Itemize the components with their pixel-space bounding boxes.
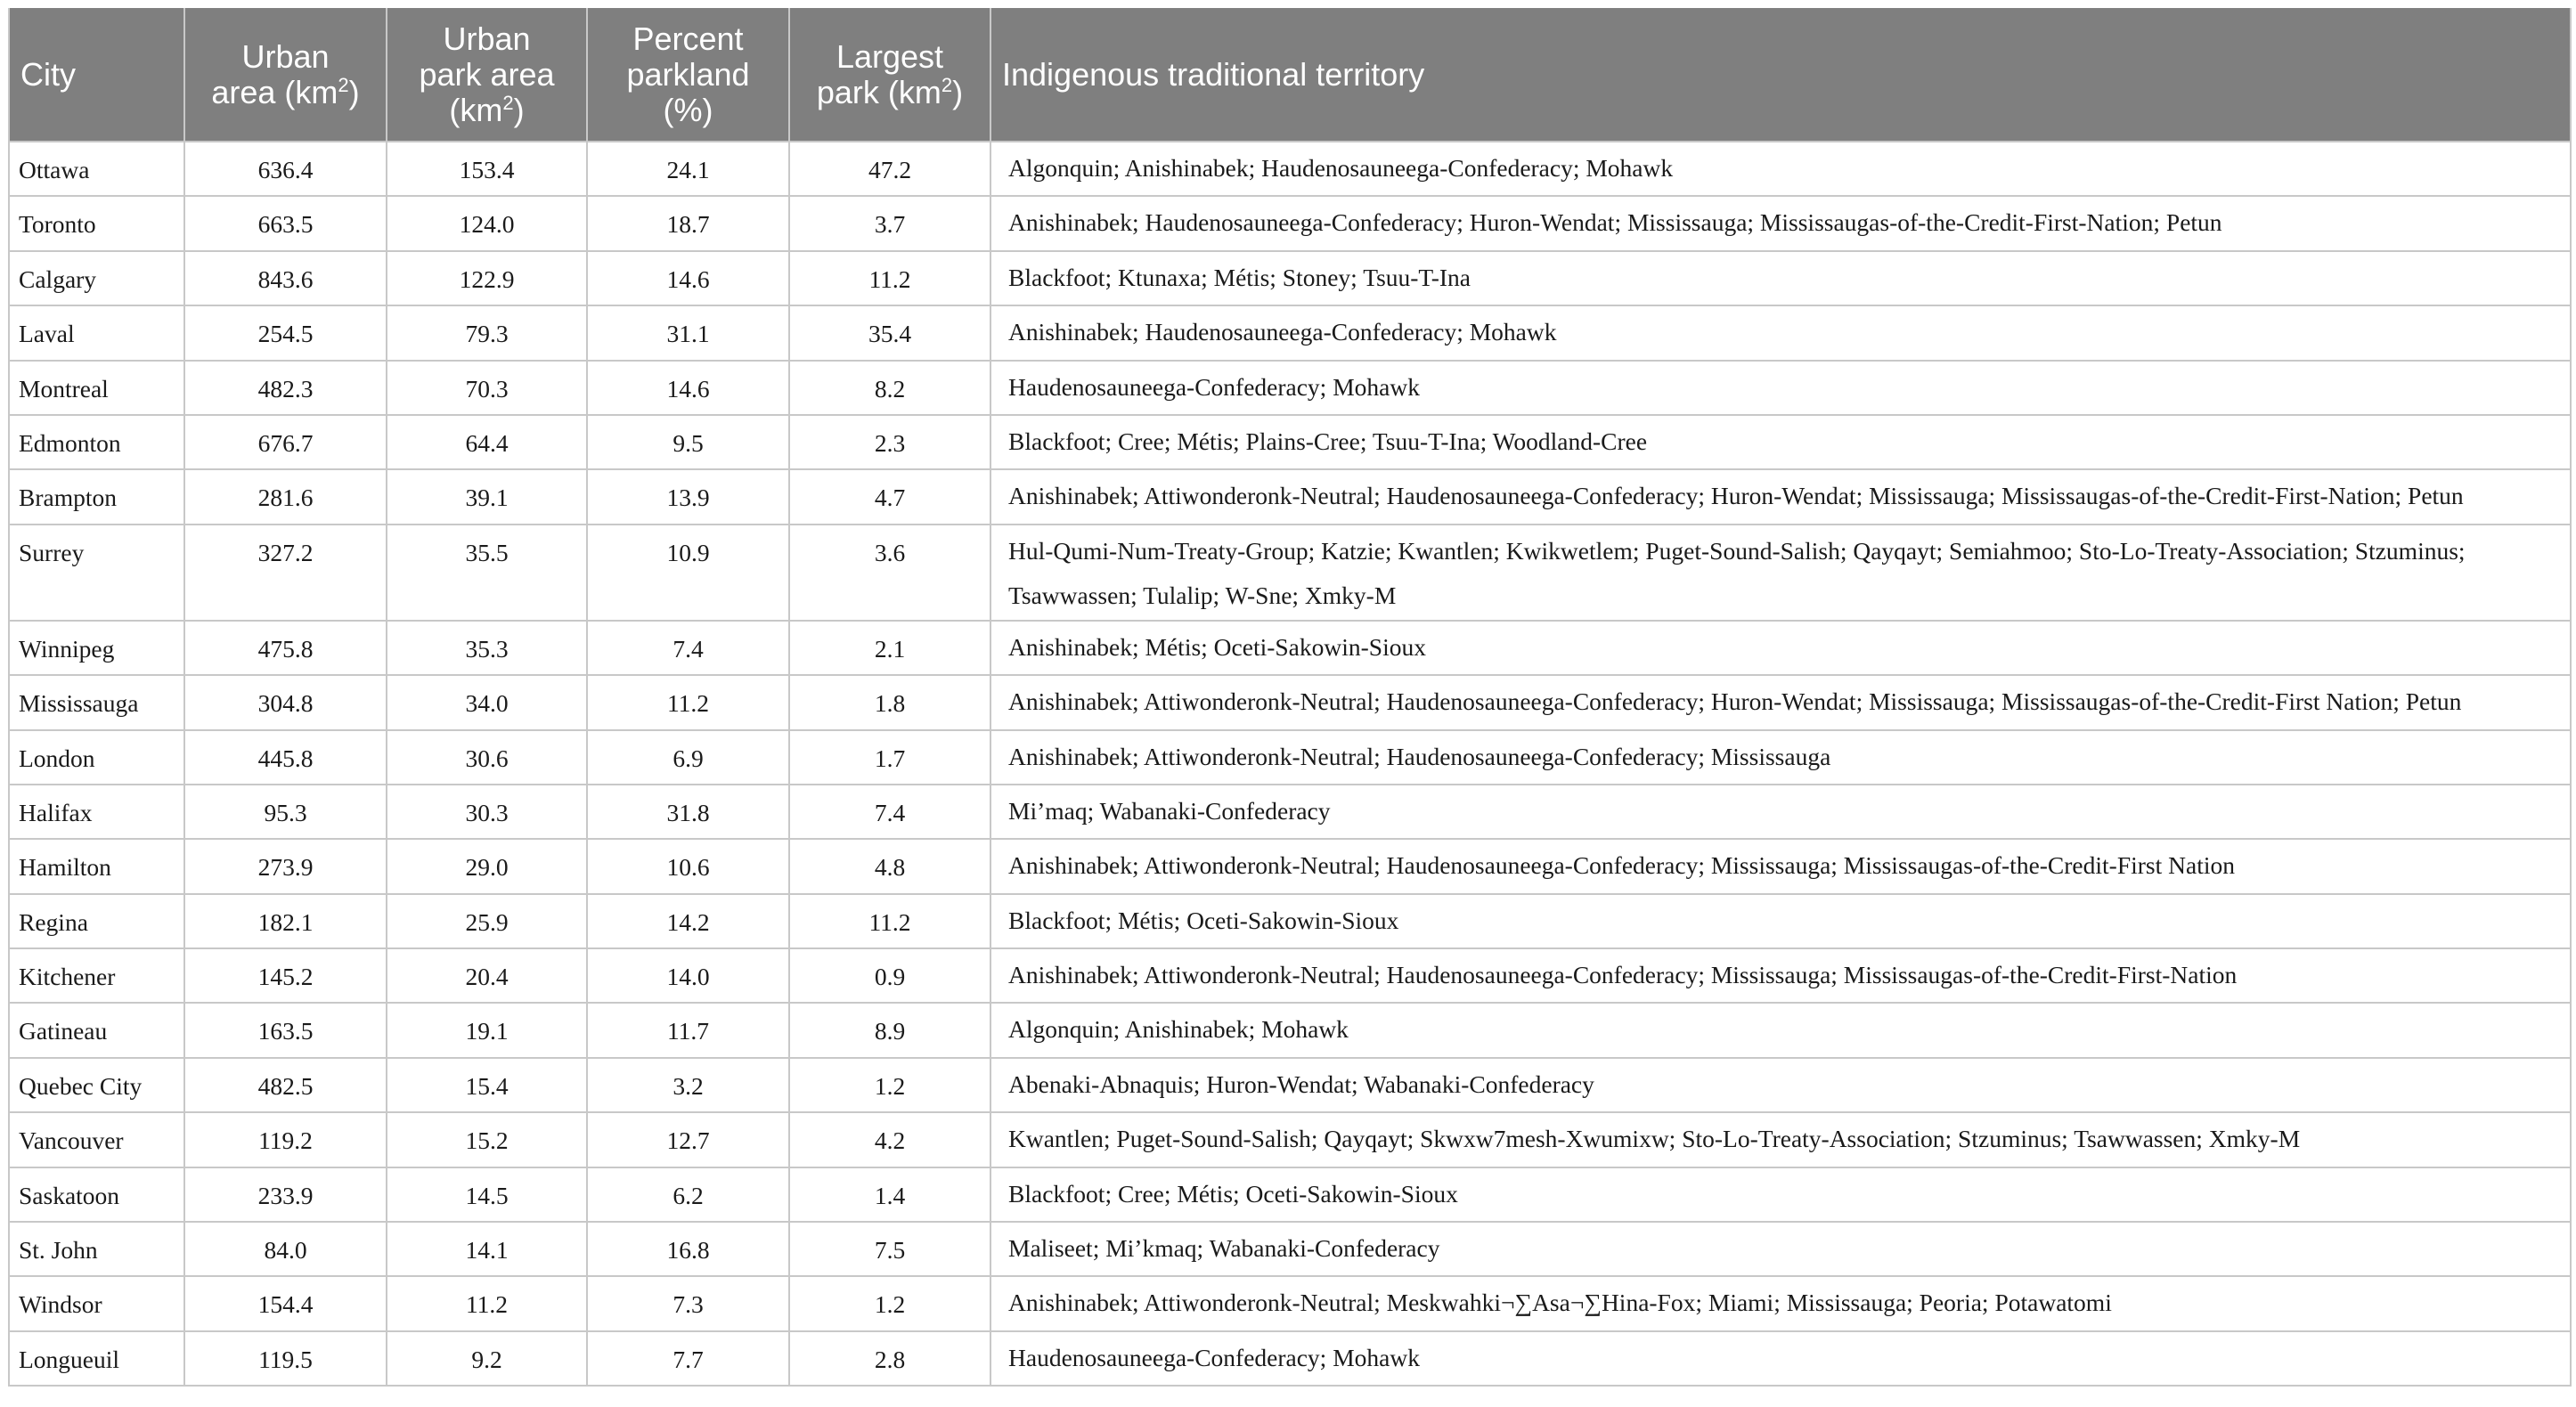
cell-percent-parkland: 16.8 (587, 1222, 789, 1276)
cell-largest-park: 4.8 (789, 839, 990, 893)
cell-largest-park: 7.5 (789, 1222, 990, 1276)
cell-percent-parkland: 31.1 (587, 305, 789, 360)
cell-city: Edmonton (9, 415, 184, 469)
cell-indigenous-territory: Anishinabek; Attiwonderonk-Neutral; Meskwahki¬∑Asa¬∑Hina-Fox; Miami; Mississauga; Peoria; Potawatomi (990, 1276, 2571, 1330)
cell-urban-area: 119.5 (184, 1331, 387, 1386)
superscript-2: 2 (941, 73, 953, 96)
table-row (9, 730, 2571, 785)
table-row (9, 1222, 2571, 1276)
cell-park-area: 30.3 (387, 785, 587, 839)
cell-indigenous-territory: Algonquin; Anishinabek; Mohawk (990, 1003, 2571, 1057)
table-row (9, 1003, 2571, 1057)
cell-percent-parkland: 7.3 (587, 1276, 789, 1330)
cell-percent-parkland: 10.6 (587, 839, 789, 893)
table-header (9, 8, 2571, 142)
cell-percent-parkland: 14.2 (587, 894, 789, 948)
cell-park-area: 35.5 (387, 525, 587, 621)
header-row (9, 8, 2571, 142)
cell-urban-area: 163.5 (184, 1003, 387, 1057)
cell-park-area: 15.2 (387, 1112, 587, 1167)
cell-percent-parkland: 7.4 (587, 621, 789, 675)
header-park-area-line3 (393, 93, 581, 128)
cell-city: London (9, 730, 184, 785)
parkland-table-container (8, 8, 2570, 1387)
cell-city: Surrey (9, 525, 184, 621)
header-city (9, 8, 184, 142)
header-park-area-line2: park area (419, 55, 555, 93)
header-largest-line2 (795, 75, 984, 110)
cell-city: Calgary (9, 251, 184, 305)
header-percent-line3: (%) (663, 91, 713, 128)
cell-park-area: 124.0 (387, 196, 587, 250)
cell-percent-parkland: 18.7 (587, 196, 789, 250)
cell-urban-area: 445.8 (184, 730, 387, 785)
cell-city: Quebec City (9, 1058, 184, 1112)
table-row (9, 305, 2571, 360)
cell-largest-park: 11.2 (789, 251, 990, 305)
cell-percent-parkland: 31.8 (587, 785, 789, 839)
cell-city: Ottawa (9, 142, 184, 196)
cell-urban-area: 482.5 (184, 1058, 387, 1112)
header-urban-park-area (387, 8, 587, 142)
cell-percent-parkland: 13.9 (587, 469, 789, 524)
cell-city: Montreal (9, 361, 184, 415)
cell-indigenous-territory: Blackfoot; Métis; Oceti-Sakowin-Sioux (990, 894, 2571, 948)
cell-indigenous-territory: Haudenosauneega-Confederacy; Mohawk (990, 361, 2571, 415)
cell-indigenous-territory: Anishinabek; Haudenosauneega-Confederacy; Huron-Wendat; Mississauga; Mississaugas-of-the-Credit-First-Nation; Petun (990, 196, 2571, 250)
table-row (9, 675, 2571, 729)
cell-indigenous-territory: Abenaki-Abnaquis; Huron-Wendat; Wabanaki-Confederacy (990, 1058, 2571, 1112)
header-park-area-unit: (km (449, 91, 503, 128)
cell-city: Regina (9, 894, 184, 948)
cell-indigenous-territory: Anishinabek; Haudenosauneega-Confederacy; Mohawk (990, 305, 2571, 360)
header-indigenous-territory (990, 8, 2571, 142)
cell-park-area: 25.9 (387, 894, 587, 948)
header-largest-line1: Largest (836, 37, 944, 75)
cell-percent-parkland: 12.7 (587, 1112, 789, 1167)
table-row (9, 1058, 2571, 1112)
cell-city: St. John (9, 1222, 184, 1276)
cell-percent-parkland: 14.6 (587, 251, 789, 305)
cell-percent-parkland: 14.6 (587, 361, 789, 415)
cell-percent-parkland: 6.2 (587, 1167, 789, 1222)
cell-largest-park: 8.9 (789, 1003, 990, 1057)
table-row (9, 948, 2571, 1003)
cell-city: Hamilton (9, 839, 184, 893)
cell-percent-parkland: 11.2 (587, 675, 789, 729)
table-row (9, 839, 2571, 893)
cell-largest-park: 3.7 (789, 196, 990, 250)
cell-largest-park: 35.4 (789, 305, 990, 360)
cell-urban-area: 281.6 (184, 469, 387, 524)
cell-percent-parkland: 24.1 (587, 142, 789, 196)
cell-percent-parkland: 6.9 (587, 730, 789, 785)
table-row (9, 894, 2571, 948)
cell-indigenous-territory: Mi’maq; Wabanaki-Confederacy (990, 785, 2571, 839)
cell-largest-park: 47.2 (789, 142, 990, 196)
cell-urban-area: 254.5 (184, 305, 387, 360)
cell-city: Toronto (9, 196, 184, 250)
cell-urban-area: 482.3 (184, 361, 387, 415)
header-urban-area-unit: area (km (211, 73, 338, 110)
cell-park-area: 122.9 (387, 251, 587, 305)
cell-city: Kitchener (9, 948, 184, 1003)
table-row (9, 1167, 2571, 1222)
cell-park-area: 14.1 (387, 1222, 587, 1276)
cell-largest-park: 1.2 (789, 1276, 990, 1330)
cell-largest-park: 11.2 (789, 894, 990, 948)
cell-urban-area: 676.7 (184, 415, 387, 469)
cell-percent-parkland: 10.9 (587, 525, 789, 621)
cell-largest-park: 1.2 (789, 1058, 990, 1112)
cell-urban-area: 84.0 (184, 1222, 387, 1276)
table-row (9, 415, 2571, 469)
header-urban-area-line2 (191, 75, 380, 110)
cell-urban-area: 636.4 (184, 142, 387, 196)
header-percent-parkland (587, 8, 789, 142)
table-body (9, 142, 2571, 1386)
cell-city: Gatineau (9, 1003, 184, 1057)
cell-indigenous-territory: Blackfoot; Cree; Métis; Plains-Cree; Tsuu-T-Ina; Woodland-Cree (990, 415, 2571, 469)
cell-urban-area: 273.9 (184, 839, 387, 893)
table-row (9, 785, 2571, 839)
cell-urban-area: 154.4 (184, 1276, 387, 1330)
cell-park-area: 9.2 (387, 1331, 587, 1386)
cell-indigenous-territory: Anishinabek; Attiwonderonk-Neutral; Haudenosauneega-Confederacy; Mississauga; Mississaugas-of-the-Credit-First-Nation (990, 948, 2571, 1003)
cell-park-area: 14.5 (387, 1167, 587, 1222)
cell-indigenous-territory: Anishinabek; Attiwonderonk-Neutral; Haudenosauneega-Confederacy; Huron-Wendat; Mississauga; Mississaugas-of-the-Credit-First-Nation; Petun (990, 469, 2571, 524)
cell-city: Windsor (9, 1276, 184, 1330)
cell-indigenous-territory: Anishinabek; Attiwonderonk-Neutral; Haudenosauneega-Confederacy; Huron-Wendat; Mississauga; Mississaugas-of-the-Credit-First Nation; Petun (990, 675, 2571, 729)
header-urban-area (184, 8, 387, 142)
cell-park-area: 29.0 (387, 839, 587, 893)
table-row (9, 251, 2571, 305)
table-row (9, 1112, 2571, 1167)
cell-percent-parkland: 9.5 (587, 415, 789, 469)
header-territory-label: Indigenous traditional territory (1002, 55, 1425, 93)
cell-indigenous-territory: Hul-Qumi-Num-Treaty-Group; Katzie; Kwantlen; Kwikwetlem; Puget-Sound-Salish; Qayqayt; Semiahmoo; Sto-Lo-Treaty-Association; Stzuminus; Tsawwassen; Tulalip; W-Sne; Xmky-M (990, 525, 2571, 621)
cell-urban-area: 663.5 (184, 196, 387, 250)
header-park-area-line1: Urban (443, 20, 531, 57)
cell-largest-park: 1.7 (789, 730, 990, 785)
table-row (9, 621, 2571, 675)
cell-city: Brampton (9, 469, 184, 524)
header-urban-area-line1: Urban (241, 37, 330, 75)
cell-largest-park: 2.3 (789, 415, 990, 469)
cell-percent-parkland: 11.7 (587, 1003, 789, 1057)
cell-city: Laval (9, 305, 184, 360)
cell-park-area: 11.2 (387, 1276, 587, 1330)
cell-city: Saskatoon (9, 1167, 184, 1222)
superscript-2: 2 (338, 73, 349, 96)
cell-indigenous-territory: Blackfoot; Cree; Métis; Oceti-Sakowin-Sioux (990, 1167, 2571, 1222)
cell-city: Vancouver (9, 1112, 184, 1167)
cell-urban-area: 475.8 (184, 621, 387, 675)
cell-largest-park: 7.4 (789, 785, 990, 839)
parkland-table (8, 8, 2572, 1387)
cell-city: Longueuil (9, 1331, 184, 1386)
cell-park-area: 79.3 (387, 305, 587, 360)
cell-park-area: 20.4 (387, 948, 587, 1003)
header-urban-area-close: ) (348, 73, 360, 110)
cell-urban-area: 95.3 (184, 785, 387, 839)
cell-largest-park: 2.8 (789, 1331, 990, 1386)
cell-park-area: 64.4 (387, 415, 587, 469)
cell-largest-park: 0.9 (789, 948, 990, 1003)
cell-largest-park: 4.7 (789, 469, 990, 524)
cell-percent-parkland: 14.0 (587, 948, 789, 1003)
table-row (9, 361, 2571, 415)
cell-indigenous-territory: Algonquin; Anishinabek; Haudenosauneega-Confederacy; Mohawk (990, 142, 2571, 196)
cell-urban-area: 145.2 (184, 948, 387, 1003)
cell-urban-area: 119.2 (184, 1112, 387, 1167)
cell-percent-parkland: 3.2 (587, 1058, 789, 1112)
cell-urban-area: 304.8 (184, 675, 387, 729)
cell-city: Winnipeg (9, 621, 184, 675)
header-largest-close: ) (952, 73, 964, 110)
cell-park-area: 19.1 (387, 1003, 587, 1057)
header-percent-line1: Percent (632, 20, 744, 57)
cell-percent-parkland: 7.7 (587, 1331, 789, 1386)
cell-urban-area: 182.1 (184, 894, 387, 948)
header-percent-line2: parkland (626, 55, 750, 93)
cell-indigenous-territory: Haudenosauneega-Confederacy; Mohawk (990, 1331, 2571, 1386)
cell-largest-park: 2.1 (789, 621, 990, 675)
cell-indigenous-territory: Anishinabek; Attiwonderonk-Neutral; Haudenosauneega-Confederacy; Mississauga; Mississaugas-of-the-Credit-First Nation (990, 839, 2571, 893)
cell-urban-area: 233.9 (184, 1167, 387, 1222)
cell-city: Mississauga (9, 675, 184, 729)
header-city-label: City (20, 55, 76, 93)
cell-largest-park: 1.4 (789, 1167, 990, 1222)
header-park-area-close: ) (513, 91, 525, 128)
cell-park-area: 15.4 (387, 1058, 587, 1112)
cell-park-area: 39.1 (387, 469, 587, 524)
table-row (9, 196, 2571, 250)
header-largest-unit: park (km (816, 73, 942, 110)
table-row (9, 469, 2571, 524)
table-row (9, 1331, 2571, 1386)
cell-park-area: 153.4 (387, 142, 587, 196)
cell-park-area: 35.3 (387, 621, 587, 675)
cell-indigenous-territory: Anishinabek; Attiwonderonk-Neutral; Haudenosauneega-Confederacy; Mississauga (990, 730, 2571, 785)
cell-largest-park: 1.8 (789, 675, 990, 729)
cell-park-area: 34.0 (387, 675, 587, 729)
superscript-2: 2 (502, 91, 514, 114)
cell-indigenous-territory: Anishinabek; Métis; Oceti-Sakowin-Sioux (990, 621, 2571, 675)
table-row (9, 142, 2571, 196)
header-largest-park (789, 8, 990, 142)
cell-largest-park: 4.2 (789, 1112, 990, 1167)
cell-indigenous-territory: Blackfoot; Ktunaxa; Métis; Stoney; Tsuu-T-Ina (990, 251, 2571, 305)
cell-largest-park: 3.6 (789, 525, 990, 621)
table-row (9, 1276, 2571, 1330)
cell-indigenous-territory: Maliseet; Mi’kmaq; Wabanaki-Confederacy (990, 1222, 2571, 1276)
cell-park-area: 70.3 (387, 361, 587, 415)
cell-park-area: 30.6 (387, 730, 587, 785)
cell-indigenous-territory: Kwantlen; Puget-Sound-Salish; Qayqayt; Skwxw7mesh-Xwumixw; Sto-Lo-Treaty-Association; Stzuminus; Tsawwassen; Xmky-M (990, 1112, 2571, 1167)
cell-city: Halifax (9, 785, 184, 839)
cell-urban-area: 327.2 (184, 525, 387, 621)
table-row (9, 525, 2571, 621)
cell-urban-area: 843.6 (184, 251, 387, 305)
cell-largest-park: 8.2 (789, 361, 990, 415)
